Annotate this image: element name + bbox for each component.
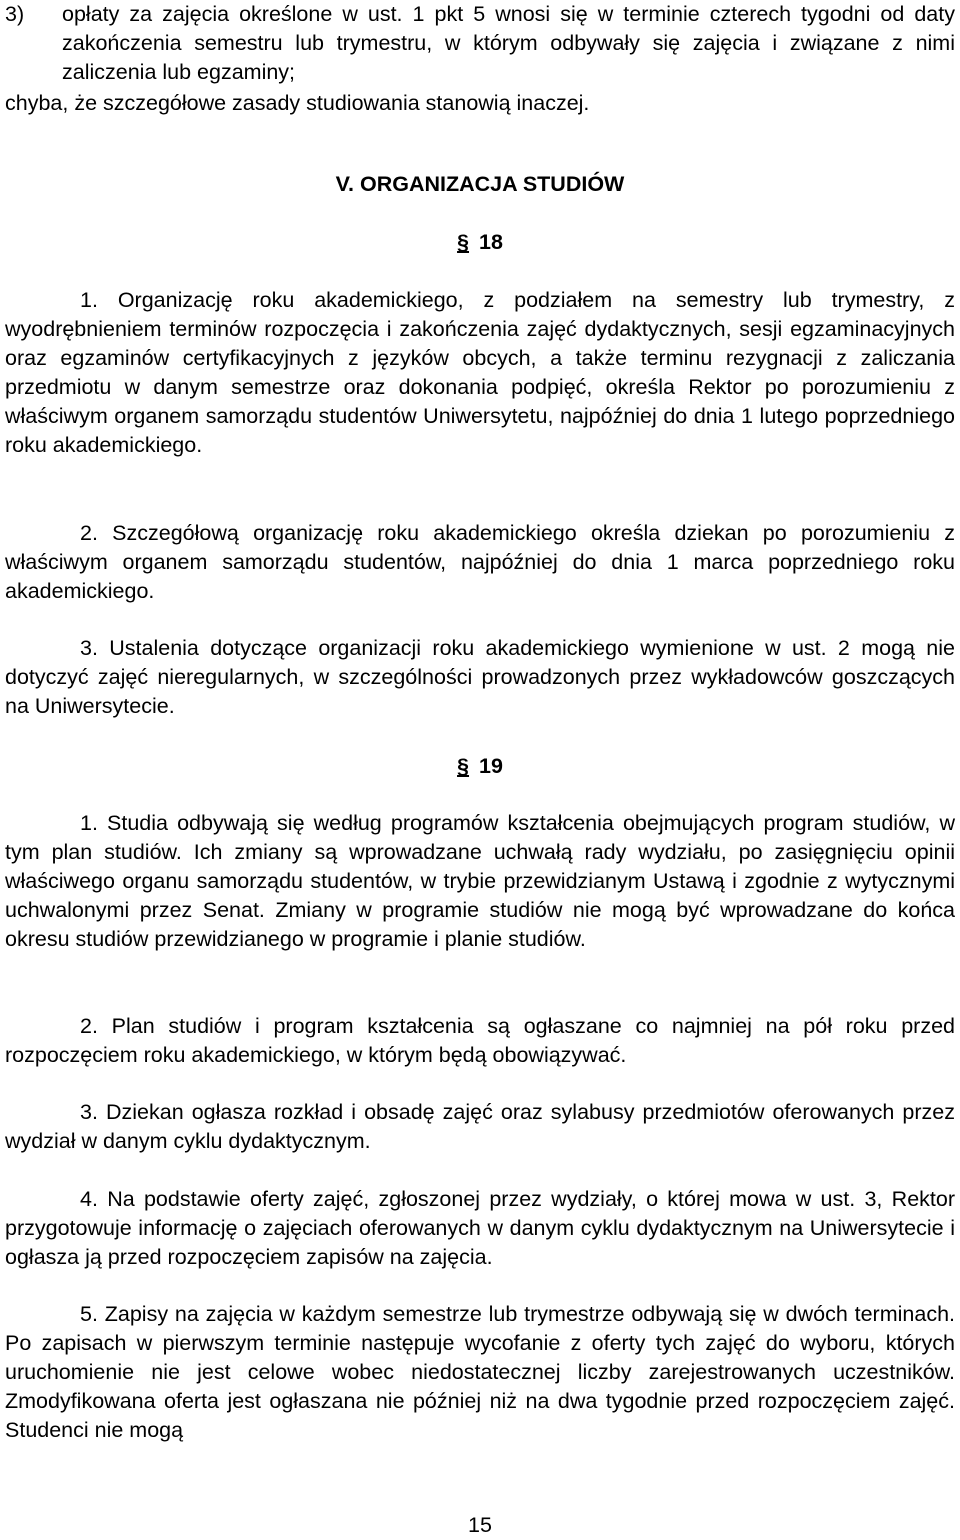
- list-item-3: [5, 0, 955, 87]
- section-symbol: §: [457, 754, 470, 778]
- section-symbol: §: [457, 230, 470, 254]
- list-item-number: 3): [5, 2, 25, 26]
- section-19-paragraph-4: 4. Na podstawie oferty zajęć, zgłoszonej przez wydziały, o której mowa w ust. 3, Rektor przygotowuje informację o zajęciach oferowanych w danym cyklu dydaktycznym na Uniwersytecie i ogłasza ją przed rozpoczęciem zapisów na zajęcia.: [5, 1187, 955, 1269]
- section-number: 19: [479, 754, 503, 778]
- intro-block: [5, 0, 955, 118]
- list-item-text: opłaty za zajęcia określone w ust. 1 pkt 5 wnosi się w terminie czterech tygodni od daty zakończenia semestru lub trymestru, w którym odbywały się zajęcia i związane z nimi zaliczenia lub egzaminy;: [62, 2, 955, 84]
- page-number: 15: [468, 1513, 492, 1537]
- section-18-paragraph-1: 1. Organizację roku akademickiego, z podziałem na semestry lub trymestry, z wyodrębnieniem terminów rozpoczęcia i zakończenia zajęć dydaktycznych, sesji egzaminacyjnych oraz egzaminów certyfikacyjnych z języków obcych, a także terminu rezygnacji z zaliczania przedmiotu w danym semestrze oraz dokonania podpięć, określa Rektor po porozumieniu z właściwym organem samorządu studentów Uniwersytetu, najpóźniej do dnia 1 lutego poprzedniego roku akademickiego.: [5, 288, 955, 457]
- section-19-paragraph-3: 3. Dziekan ogłasza rozkład i obsadę zajęć oraz sylabusy przedmiotów oferowanych przez wydział w danym cyklu dydaktycznym.: [5, 1100, 955, 1153]
- section-number: 18: [479, 230, 503, 254]
- section-19-paragraph-2: 2. Plan studiów i program kształcenia są ogłaszane co najmniej na pół roku przed rozpoczęciem roku akademickiego, w którym będą obowiązywać.: [5, 1014, 955, 1067]
- section-18-paragraph-3: 3. Ustalenia dotyczące organizacji roku akademickiego wymienione w ust. 2 mogą nie dotyczyć zajęć nieregularnych, w szczególności prowadzonych przez wykładowców goszczących na Uniwersytecie.: [5, 636, 955, 718]
- intro-tail-text: chyba, że szczegółowe zasady studiowania stanowią inaczej.: [5, 91, 590, 115]
- section-19-paragraph-1: 1. Studia odbywają się według programów kształcenia obejmujących program studiów, w tym plan studiów. Ich zmiany są wprowadzane uchwałą rady wydziału, po zasięgnięciu opinii właściwego organu samorządu studentów, w trybie przewidzianym Ustawą i zgodnie z wytycznymi uchwalonymi przez Senat. Zmiany w programie studiów nie mogą być wprowadzane do końca okresu studiów przewidzianego w programie i planie studiów.: [5, 811, 955, 951]
- section-19-paragraph-5: 5. Zapisy na zajęcia w każdym semestrze lub trymestrze odbywają się w dwóch terminach. Po zapisach w pierwszym terminie następuje wycofanie z oferty tych zajęć do wyboru, których uruchomienie nie jest celowe wobec niedostatecznej liczby zarejestrowanych uczestników. Zmodyfikowana oferta jest ogłaszana nie później niż na dwa tygodnie przed rozpoczęciem zajęć. Studenci nie mogą: [5, 1302, 955, 1442]
- section-18-paragraph-2: 2. Szczegółową organizację roku akademickiego określa dziekan po porozumieniu z właściwym organem samorządu studentów, najpóźniej do dnia 1 marca poprzedniego roku akademickiego.: [5, 521, 955, 603]
- section-18-heading: [0, 228, 960, 257]
- section-19-heading: [0, 752, 960, 781]
- chapter-title: V. ORGANIZACJA STUDIÓW: [335, 172, 625, 196]
